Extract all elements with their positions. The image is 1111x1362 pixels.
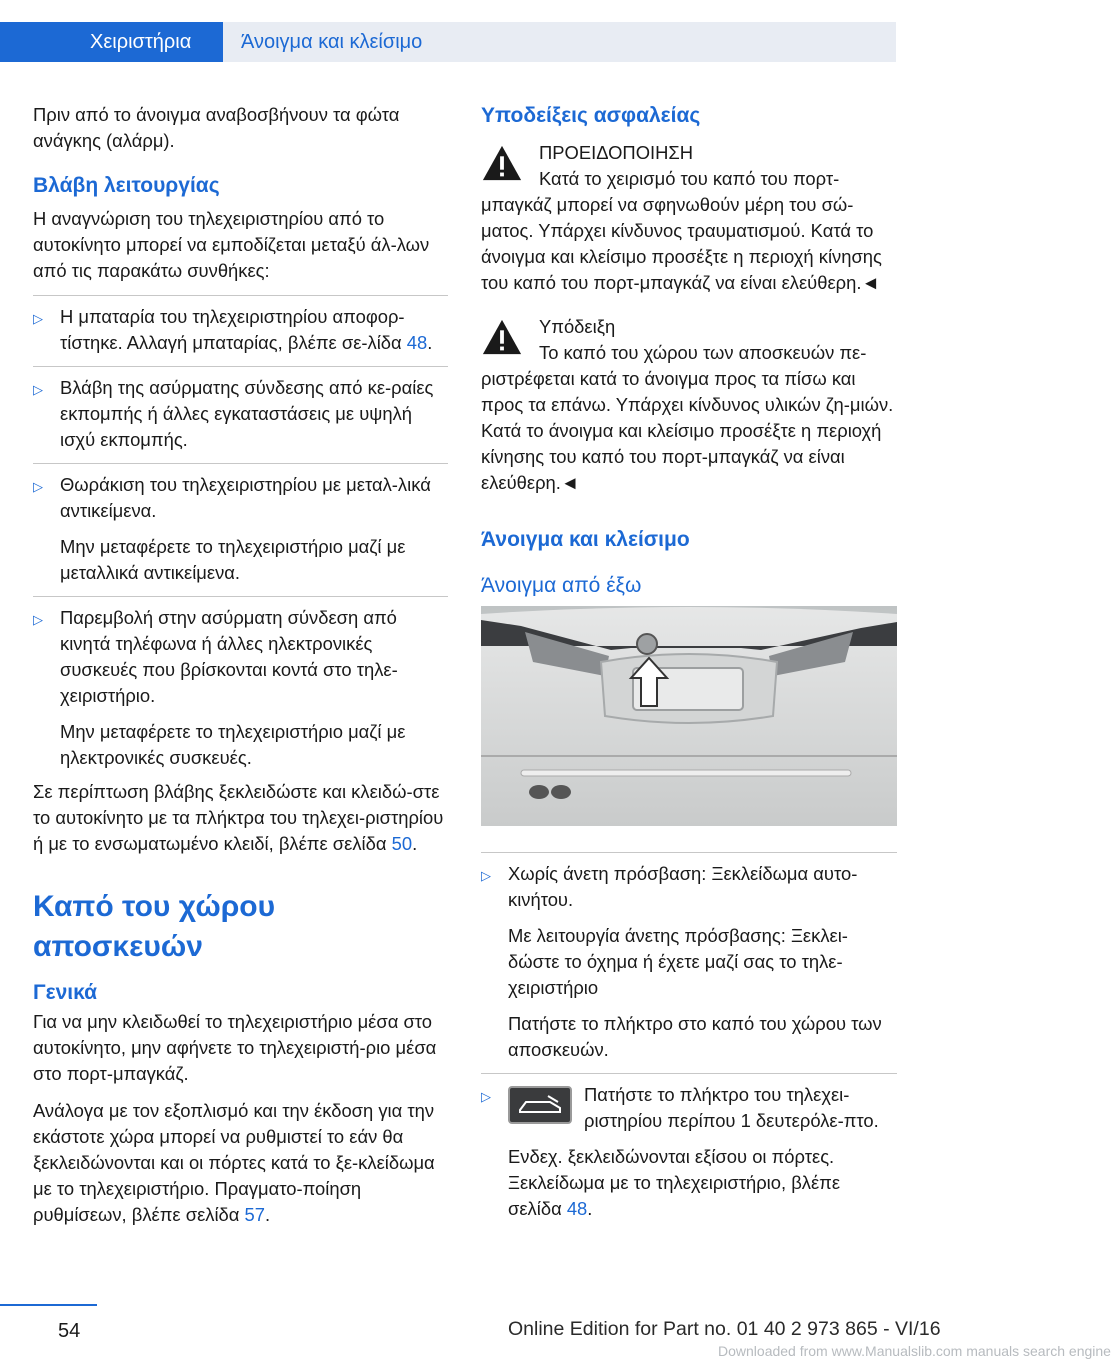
item-text: Παρεμβολή στην ασύρματη σύνδεση από κινητά τηλέφωνα ή άλλες ηλεκτρονικές συσκευές που βρίσκονται κοντά στο τηλε‐χειριστήριο.: [60, 607, 398, 706]
warning-box: [481, 140, 897, 296]
item-extra-text: Ενδεχ. ξεκλειδώνονται εξίσου οι πόρτες. Ξεκλείδωμα με το τηλεχειριστήριο, βλέπε σελίδα: [508, 1146, 841, 1219]
list-item: [481, 852, 897, 1063]
header-bar: [0, 0, 960, 60]
general-paragraph-1: Για να μην κλειδωθεί το τηλεχειριστήριο μέσα στο αυτοκίνητο, μην αφήνετε το τηλεχειριστή‐ριο μέσα στο πορτ-μπαγκάζ.: [33, 1011, 437, 1084]
edition-footer: Online Edition for Part no. 01 40 2 973 865 - VI/16: [508, 1318, 941, 1340]
remote-trunk-key-icon: [508, 1086, 572, 1124]
item-text: Θωράκιση του τηλεχειριστηρίου με μεταλ‐λικά αντικείμενα.: [60, 474, 431, 521]
intro-paragraph: Πριν από το άνοιγμα αναβοσβήνουν τα φώτα ανάγκης (αλάρμ).: [33, 104, 400, 151]
list-item: [33, 463, 448, 586]
item-text: Βλάβη της ασύρματης σύνδεσης από κε‐ραίες εκπομπής ή άλλες εγκαταστάσεις με υψηλή ισχύ εκπομπής.: [60, 377, 434, 450]
warning-text: Κατά το χειρισμό του καπό του πορτ-μπαγκάζ μπορεί να σφηνωθούν μέρη του σώ‐ματος. Υπάρχει κίνδυνος τραυματισμού. Κατά το άνοιγμα και κλείσιμο προσέξτε η περιοχή κίνησης του καπό του πορτ-μπαγκάζ να είναι ελεύθερη.◄: [481, 168, 882, 293]
bullet-triangle-icon: ▷: [481, 1089, 491, 1104]
list-item: [33, 366, 448, 453]
list-item: [33, 295, 448, 356]
note-title: Υπόδειξη: [539, 316, 616, 337]
car-rear-illustration: [481, 606, 897, 826]
emergency-paragraph: [33, 779, 448, 857]
bullet-triangle-icon: ▷: [33, 311, 43, 326]
item-text: Η μπαταρία του τηλεχειριστηρίου αποφορ‐τίστηκε. Αλλαγή μπαταρίας, βλέπε σε‐λίδα: [60, 306, 407, 353]
item-extra: Μην μεταφέρετε το τηλεχειριστήριο μαζί με ηλεκτρονικές συσκευές.: [60, 721, 406, 768]
warning-triangle-icon: [481, 142, 523, 184]
malfunction-text: Η αναγνώριση του τηλεχειριστηρίου από το αυτοκίνητο μπορεί να εμποδίζεται μεταξύ άλ‐λων από τις παρακάτω συνθήκες:: [33, 208, 430, 281]
item-text: Πατήστε το πλήκτρο του τηλεχει‐ριστηρίου περίπου 1 δευτερόλε‐πτο.: [584, 1084, 879, 1131]
item-extra-after: .: [587, 1198, 593, 1219]
open-steps-list: [481, 852, 897, 1222]
malfunction-list: [33, 295, 448, 771]
note-box: [481, 314, 897, 496]
list-item: [481, 1073, 897, 1222]
right-column: [481, 102, 897, 1232]
item-extra: [508, 1144, 897, 1222]
page-link[interactable]: 57: [244, 1204, 265, 1225]
item-extra: Με λειτουργία άνετης πρόσβασης: Ξεκλει‐δώστε το όχημα ή έχετε μαζί σας το τηλε‐χειριστήριο: [508, 925, 848, 998]
warning-title: ΠΡΟΕΙΔΟΠΟΙΗΣΗ: [539, 142, 694, 163]
general-after: .: [265, 1204, 271, 1225]
safety-heading: Υποδείξεις ασφαλείας: [481, 104, 701, 127]
tab-opening-closing[interactable]: Άνοιγμα και κλείσιμο: [223, 22, 896, 62]
emergency-after: .: [412, 833, 418, 854]
general-heading: Γενικά: [33, 981, 98, 1004]
outside-heading: Άνοιγμα από έξω: [481, 574, 642, 597]
car-trunk-image: [481, 606, 897, 826]
page-number-rule: [0, 1304, 97, 1306]
trunk-heading: Καπό του χώρου αποσκευών: [33, 890, 276, 963]
note-text: Το καπό του χώρου των αποσκευών πε‐ριστρέφεται κατά το άνοιγμα προς τα πίσω και προς τα επάνω. Υπάρχει κίνδυνος υλικών ζη‐μιών. Κατά το άνοιγμα και κλείσιμο προσέξτε η περιοχή κίνησης του καπό του πορτ-μπαγκάζ να είναι ελεύθερη.◄: [481, 342, 894, 493]
bullet-triangle-icon: ▷: [33, 612, 43, 627]
item-text: Χωρίς άνετη πρόσβαση: Ξεκλείδωμα αυτο‐κινήτου.: [508, 863, 858, 910]
list-item: [33, 596, 448, 771]
page-link[interactable]: 48: [566, 1198, 588, 1219]
page-link[interactable]: 50: [391, 833, 413, 854]
item-text-after: .: [427, 332, 433, 353]
watermark: Downloaded from www.Manualslib.com manuals search engine: [718, 1343, 1111, 1359]
malfunction-heading: Βλάβη λειτουργίας: [33, 174, 220, 197]
page-link[interactable]: 48: [406, 332, 428, 353]
bullet-triangle-icon: ▷: [33, 479, 43, 494]
item-extra: Μην μεταφέρετε το τηλεχειριστήριο μαζί με μεταλλικά αντικείμενα.: [60, 536, 406, 583]
left-column: [33, 102, 448, 1239]
bullet-triangle-icon: ▷: [33, 382, 43, 397]
emergency-text: Σε περίπτωση βλάβης ξεκλειδώστε και κλειδώ‐στε το αυτοκίνητο με τα πλήκτρα του τηλεχει‐ριστηρίου ή με το ενσωματωμένο κλειδί, βλέπε σελίδα: [33, 781, 444, 854]
bullet-triangle-icon: ▷: [481, 868, 491, 883]
general-paragraph-2: [33, 1098, 448, 1228]
item-extra: Πατήστε το πλήκτρο στο καπό του χώρου των αποσκευών.: [508, 1013, 882, 1060]
warning-triangle-icon: [481, 316, 523, 358]
open-close-heading: Άνοιγμα και κλείσιμο: [481, 528, 690, 551]
tab-controls[interactable]: Χειριστήρια: [0, 22, 223, 62]
page-number: 54: [58, 1320, 81, 1342]
general-text: Ανάλογα με τον εξοπλισμό και την έκδοση για την εκάστοτε χώρα μπορεί να ρυθμιστεί το εάν θα ξεκλειδώνονται και οι πόρτες κατά το ξε‐κλείδωμα με το τηλεχειριστήριο. Πραγματο‐ποίηση ρυθμίσεων, βλέπε σελίδα: [33, 1100, 435, 1225]
